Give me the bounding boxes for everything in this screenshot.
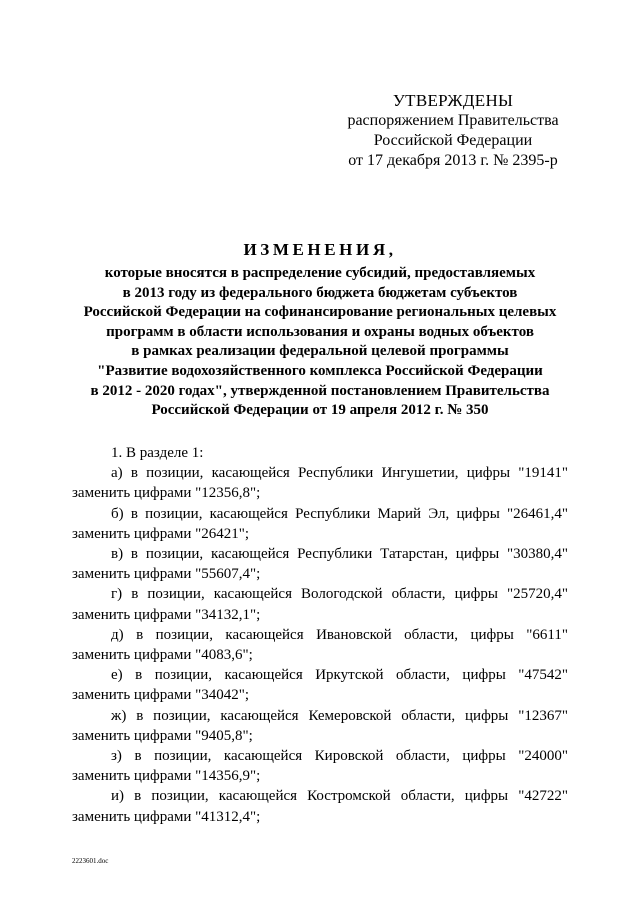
amendment-item-line: е) в позиции, касающейся Иркутской области, цифры "47542" (111, 667, 568, 684)
amendment-item-line: в) в позиции, касающейся Республики Татарстан, цифры "30380,4" (111, 546, 568, 563)
subtitle-line: Российской Федерации на софинансирование региональных целевых (83, 304, 557, 321)
amendment-item-continuation: заменить цифрами "34132,1"; (72, 606, 261, 623)
amendment-item-continuation: заменить цифрами "41312,4"; (72, 808, 261, 825)
amendment-item-line: б) в позиции, касающейся Республики Марий Эл, цифры "26461,4" (111, 505, 568, 522)
amendment-item-line: д) в позиции, касающейся Ивановской области, цифры "6611" (111, 626, 568, 643)
amendment-item-continuation: заменить цифрами "4083,6"; (72, 647, 253, 664)
amendment-item-continuation: заменить цифрами "14356,9"; (72, 768, 261, 785)
amendment-item-line: и) в позиции, касающейся Костромской области, цифры "42722" (111, 788, 568, 805)
approval-line-2: Российской Федерации (373, 132, 533, 149)
amendment-item-continuation: заменить цифрами "34042"; (72, 687, 250, 704)
approval-heading: УТВЕРЖДЕНЫ (392, 91, 514, 110)
document-body (72, 443, 568, 827)
amendment-item-line: а) в позиции, касающейся Республики Ингушетии, цифры "19141" (111, 465, 568, 482)
amendment-item-continuation: заменить цифрами "9405,8"; (72, 727, 253, 744)
subtitle-line: в 2012 - 2020 годах", утвержденной постановлением Правительства (90, 382, 550, 399)
document-title: ИЗМЕНЕНИЯ, (243, 240, 397, 259)
approval-block (337, 91, 569, 171)
amendment-item-continuation: заменить цифрами "12356,8"; (72, 485, 261, 502)
amendment-item-line: з) в позиции, касающейся Кировской области, цифры "24000" (111, 748, 568, 765)
amendment-item-line: ж) в позиции, касающейся Кемеровской области, цифры "12367" (111, 707, 568, 724)
amendment-item-line: г) в позиции, касающейся Вологодской области, цифры "25720,4" (111, 586, 568, 603)
subtitle-line: программ в области использования и охраны водных объектов (106, 323, 534, 340)
amendment-item-continuation: заменить цифрами "26421"; (72, 525, 250, 542)
subtitle-line: в рамках реализации федеральной целевой программы (131, 343, 509, 360)
subtitle-line: в 2013 году из федерального бюджета бюджетам субъектов (122, 284, 518, 301)
section-heading: 1. В разделе 1: (111, 445, 204, 461)
approval-line-3: от 17 декабря 2013 г. № 2395-р (348, 152, 558, 169)
subtitle-line: которые вносятся в распределение субсидий, предоставляемых (104, 265, 536, 281)
subtitle-line: Российской Федерации от 19 апреля 2012 г. № 350 (151, 402, 489, 419)
document-subtitle (60, 264, 580, 421)
file-reference: 2223601.doc (72, 857, 109, 865)
approval-line-1: распоряжением Правительства (347, 112, 559, 129)
subtitle-line: "Развитие водохозяйственного комплекса Российской Федерации (97, 362, 543, 379)
amendment-item-continuation: заменить цифрами "55607,4"; (72, 566, 261, 583)
